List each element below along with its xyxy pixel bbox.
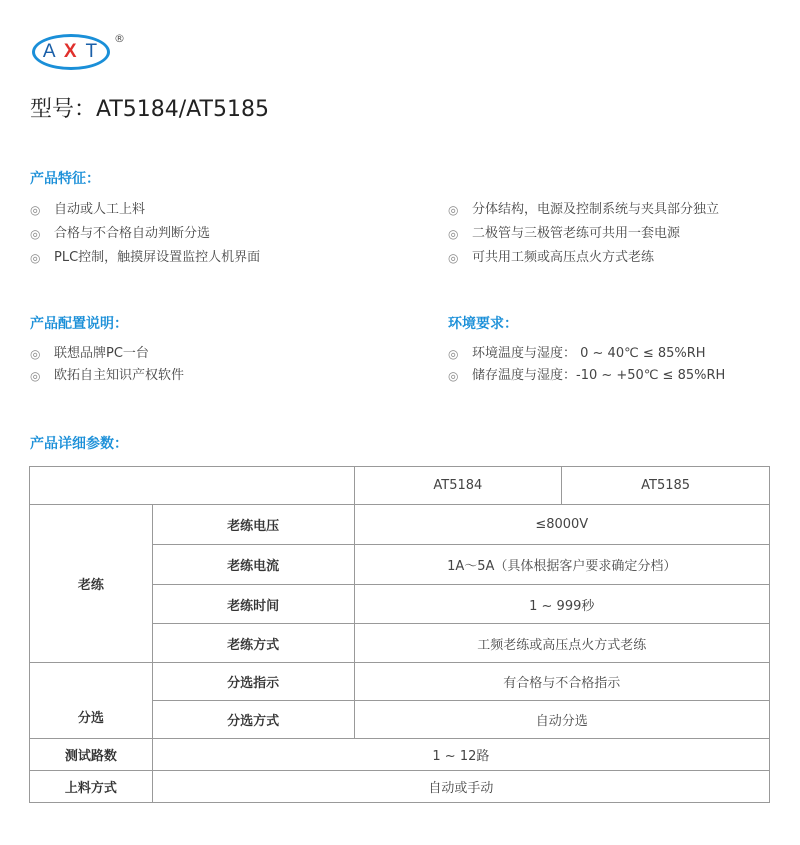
bullet-icon: ◎ [448, 203, 459, 217]
table-row [30, 663, 770, 701]
features-right-list [448, 201, 719, 273]
bullet-icon: ◎ [448, 227, 459, 241]
env-title: 环境要求： [448, 316, 518, 332]
param-name: 上料方式 [30, 771, 153, 803]
logo-text: A X T [42, 41, 100, 62]
list-item: ◎ 二极管与三极管老练可共用一套电源 [448, 226, 681, 241]
list-item: ◎ 欧拓自主知识产权软件 [30, 368, 185, 383]
param-name: 分选方式 [152, 701, 354, 739]
bullet-icon: ◎ [448, 251, 459, 265]
param-value: ≤8000V [354, 505, 770, 545]
param-name: 分选指示 [152, 663, 354, 701]
param-name: 老练方式 [152, 624, 354, 663]
features-left-list [30, 201, 260, 273]
table-row [30, 771, 770, 803]
list-item: ◎ 储存温度与湿度：-10 ~ +50℃ ≤ 85%RH [448, 368, 726, 383]
param-value: 1A～5A（具体根据客户要求确定分档） [354, 545, 770, 585]
param-value: 有合格与不合格指示 [354, 663, 770, 701]
bullet-icon: ◎ [448, 347, 459, 361]
list-item: ◎ 可共用工频或高压点火方式老练 [448, 250, 655, 265]
list-item: ◎ 自动或人工上料 [30, 202, 146, 217]
bullet-icon: ◎ [30, 251, 41, 265]
bullet-icon: ◎ [30, 347, 41, 361]
features-title: 产品特征： [30, 171, 100, 187]
list-item: ◎ 合格与不合格自动判断分选 [30, 226, 211, 241]
model-title: 型号：AT5184/AT5185 [30, 97, 269, 122]
table-header-row [30, 467, 770, 505]
params-table [29, 466, 770, 803]
env-list [448, 345, 725, 389]
param-name: 老练电压 [152, 505, 354, 545]
param-value: 1 ~ 12路 [152, 739, 769, 771]
param-name: 老练时间 [152, 585, 354, 624]
bullet-icon: ◎ [448, 369, 459, 383]
param-name: 老练电流 [152, 545, 354, 585]
params-title: 产品详细参数： [30, 436, 128, 452]
config-title: 产品配置说明： [30, 316, 128, 332]
logo-oval [32, 34, 110, 70]
bullet-icon: ◎ [30, 203, 41, 217]
list-item: ◎ 环境温度与湿度： 0 ~ 40℃ ≤ 85%RH [448, 346, 706, 361]
model-header-cell: AT5184 [354, 467, 562, 505]
company-logo [32, 34, 132, 76]
table-row [30, 505, 770, 545]
list-item: ◎ 联想品牌PC一台 [30, 346, 149, 361]
param-value: 自动分选 [354, 701, 770, 739]
bullet-icon: ◎ [30, 227, 41, 241]
group-label-burnin: 老练 [30, 505, 153, 663]
list-item: ◎ 分体结构，电源及控制系统与夹具部分独立 [448, 202, 720, 217]
model-header-cell: AT5185 [562, 467, 770, 505]
group-label-sorting: 分选 [30, 663, 153, 739]
config-list [30, 345, 184, 389]
list-item: ◎ PLC控制，触摸屏设置监控人机界面 [30, 250, 261, 265]
param-value: 自动或手动 [152, 771, 769, 803]
param-name: 测试路数 [30, 739, 153, 771]
table-row [30, 739, 770, 771]
registered-mark: ® [114, 32, 125, 45]
table-corner-cell [30, 467, 355, 505]
param-value: 1 ~ 999秒 [354, 585, 770, 624]
param-value: 工频老练或高压点火方式老练 [354, 624, 770, 663]
bullet-icon: ◎ [30, 369, 41, 383]
